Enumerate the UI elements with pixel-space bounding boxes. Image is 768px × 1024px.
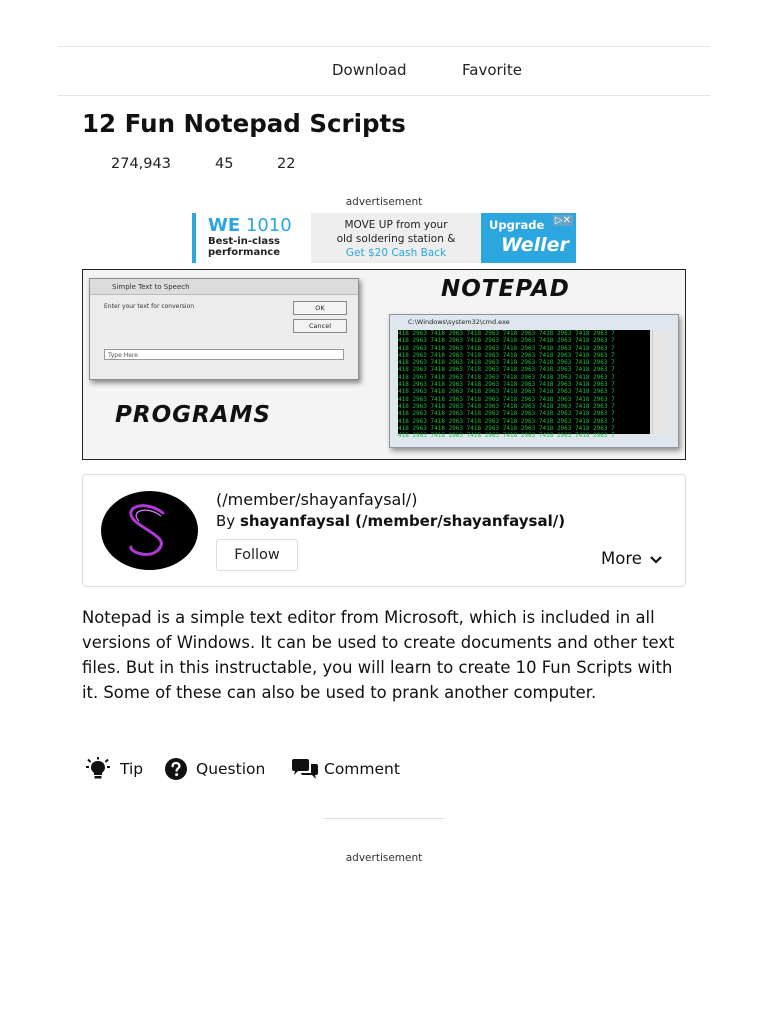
advertisement-label: advertisement: [345, 196, 423, 208]
dialog-cancel-button: Cancel: [293, 319, 347, 333]
advertisement-label-bottom: advertisement: [345, 852, 423, 864]
author-card: [82, 474, 686, 587]
top-action-bar: [58, 46, 710, 96]
section-divider: [324, 818, 444, 819]
favorites-count: 45: [215, 156, 234, 172]
ad-choices-icon[interactable]: ▷✕: [554, 215, 571, 226]
tts-dialog-screenshot: [89, 278, 359, 380]
ad-message-line-1: MOVE UP from your: [344, 219, 448, 231]
ad-brand-panel: [481, 213, 576, 263]
cmd-title: C:\Windows\system32\cmd.exe: [408, 318, 510, 326]
cmd-window-screenshot: [389, 314, 679, 448]
ad-brand-logo: Weller: [501, 234, 569, 256]
lightbulb-icon: [84, 757, 112, 781]
ad-message-line-2: old soldering station &: [336, 233, 456, 245]
author-byline: By shayanfaysal (/member/shayanfaysal/): [216, 512, 566, 530]
hero-image: [82, 269, 686, 460]
favorite-link[interactable]: Favorite: [462, 61, 522, 79]
hero-word-programs: PROGRAMS: [115, 402, 271, 428]
article-intro: Notepad is a simple text editor from Microsoft, which is included in all versions of Windows. It can be used to create documents and other text files. But in this instructable, you will learn to create 10 Fun Scripts with it. Some of these can also be used to prank another computer.: [82, 608, 675, 702]
comment-button[interactable]: [290, 757, 415, 781]
dialog-input: Type Here: [104, 349, 344, 360]
ad-sub-line-1: Best-in-class: [208, 236, 280, 247]
ad-model: WE 1010: [208, 215, 292, 236]
banner-ad[interactable]: [192, 213, 576, 263]
dialog-ok-button: OK: [293, 301, 347, 315]
question-label: Question: [196, 760, 266, 778]
more-button[interactable]: More: [601, 549, 663, 568]
question-button[interactable]: [164, 757, 279, 781]
question-circle-icon: [164, 757, 188, 781]
tip-button[interactable]: [84, 757, 154, 781]
views-count: 274,943: [111, 156, 171, 172]
avatar[interactable]: [101, 491, 198, 570]
cmd-matrix-output: 418 2963 7418 2963 7418 2963 7418 2963 7418 2963 7418 2963 7 418 2963 7418 2963 7418 2963 7418 2963 7418 2963 7418 2963 7 418 2963 7418 2963 7418 2963 7418 2963 7418 2963 7418 2963 7 418 2963 7418 2963 7418 2963 7418 2963 7418 2963 7418 2963 7 418 2963 7418 2963 7418 2963 7418 2963 7418 2963 7418 2963 7 418 2963 7418 2963 7418 2963 7418 2963 7418 2963 7418 2963 7 418 2963 7418 2963 7418 2963 7418 2963 7418 2963 7418 2963 7 418 2963 7418 2963 7418 2963 7418 2963 7418 2963 7418 2963 7 418 2963 7418 2963 7418 2963 7418 2963 7418 2963 7418 2963 7 418 2963 7418 2963 7418 2963 7418 2963 7418 2963 7418 2963 7 418 2963 7418 2963 7418 2963 7418 2963 7418 2963 7418 2963 7 418 2963 7418 2963 7418 2963 7418 2963 7418 2963 7418 2963 7 418 2963 7418 2963 7418 2963 7418 2963 7418 2963 7418 2963 7 418 2963 7418 2963 7418 2963 7418 2963 7418 2963 7418 2963 7 418 2963 7418 2963 7418 2963 7418 2963 7418 2963 7418 2963 7: [398, 330, 650, 434]
avatar-s-logo-icon: [101, 491, 198, 570]
tip-label: Tip: [120, 760, 144, 778]
comments-count: 22: [277, 156, 296, 172]
ad-upgrade-text: Upgrade: [489, 218, 545, 232]
page-title: 12 Fun Notepad Scripts: [82, 109, 406, 138]
ad-message-panel: [311, 213, 481, 263]
dialog-prompt: Enter your text for conversion: [104, 303, 195, 310]
author-profile-link[interactable]: (/member/shayanfaysal/): [216, 490, 418, 509]
dialog-title: Simple Text to Speech: [90, 279, 358, 295]
hero-word-notepad: NOTEPAD: [441, 276, 570, 302]
download-link[interactable]: Download: [332, 61, 407, 79]
comment-label: Comment: [324, 760, 400, 778]
speech-bubbles-icon: [290, 757, 320, 781]
ad-cashback-line: Get $20 Cash Back: [345, 247, 447, 259]
ad-product-panel: [192, 213, 311, 263]
follow-button[interactable]: Follow: [216, 539, 298, 571]
cmd-scrollbar: [652, 330, 669, 434]
author-name-link[interactable]: shayanfaysal (/member/shayanfaysal/): [239, 512, 566, 530]
ad-sub-line-2: performance: [208, 247, 281, 258]
chevron-down-icon: [649, 554, 663, 564]
